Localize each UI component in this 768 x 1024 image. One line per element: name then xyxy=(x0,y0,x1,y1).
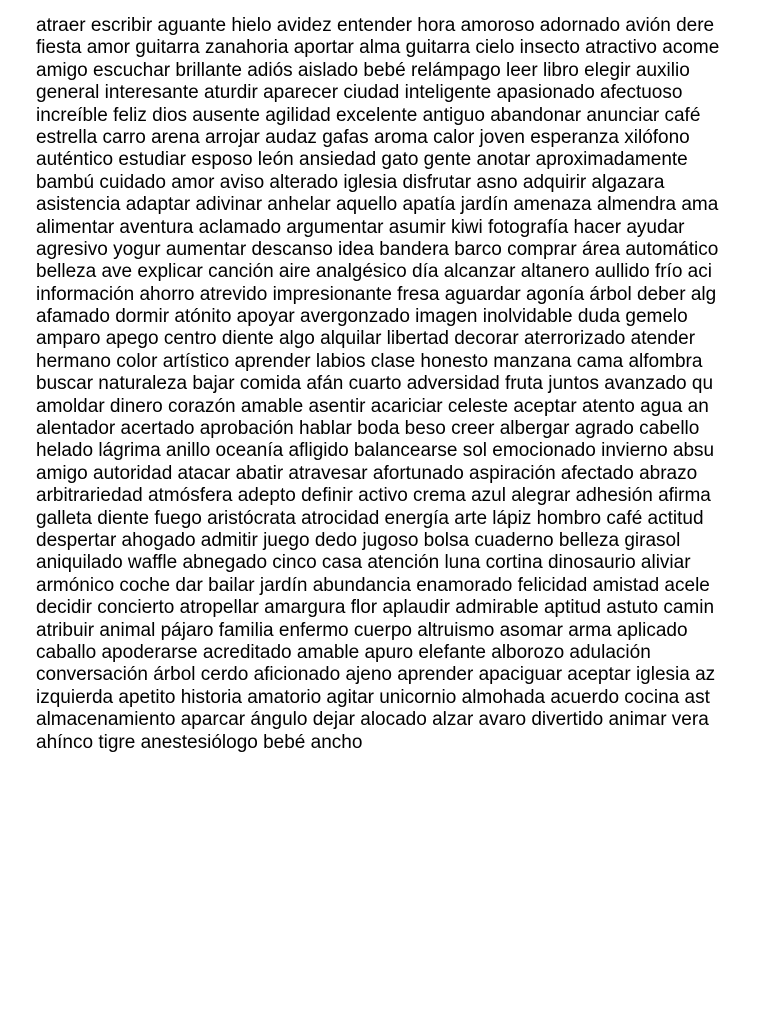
text-line: ahínco tigre anestesiólogo bebé ancho xyxy=(36,731,363,753)
word-list-text xyxy=(36,15,768,754)
text-line: amigo autoridad atacar abatir atravesar afortunado aspiración afectado abrazo xyxy=(36,462,698,484)
text-line: despertar ahogado admitir juego dedo jugoso bolsa cuaderno belleza girasol xyxy=(36,529,681,551)
text-line: estrella carro arena arrojar audaz gafas aroma calor joven esperanza xilófono xyxy=(36,126,690,148)
text-line: almacenamiento aparcar ángulo dejar alocado alzar avaro divertido animar vera xyxy=(36,709,709,731)
text-line: galleta diente fuego aristócrata atrocidad energía arte lápiz hombro café actitud xyxy=(36,507,704,529)
text-line: bambú cuidado amor aviso alterado iglesia disfrutar asno adquirir algazara xyxy=(36,171,665,193)
text-line: atribuir animal pájaro familia enfermo cuerpo altruismo asomar arma aplicado xyxy=(36,619,688,641)
text-line: decidir concierto atropellar amargura flor aplaudir admirable aptitud astuto camin xyxy=(36,597,715,619)
text-line: agresivo yogur aumentar descanso idea bandera barco comprar área automático xyxy=(36,238,719,260)
text-line: helado lágrima anillo oceanía afligido balancearse sol emocionado invierno absu xyxy=(36,440,715,462)
text-line: asistencia adaptar adivinar anhelar aquello apatía jardín amenaza almendra ama xyxy=(36,194,719,216)
text-line: arbitrariedad atmósfera adepto definir activo crema azul alegrar adhesión afirma xyxy=(36,485,711,507)
text-line: atraer escribir aguante hielo avidez entender hora amoroso adornado avión dere xyxy=(36,15,715,36)
text-line: auténtico estudiar esposo león ansiedad gato gente anotar aproximadamente xyxy=(36,149,688,171)
text-line: fiesta amor guitarra zanahoria aportar alma guitarra cielo insecto atractivo acome xyxy=(36,37,720,59)
text-line: amoldar dinero corazón amable asentir acariciar celeste aceptar atento agua an xyxy=(36,395,709,417)
text-line: alimentar aventura aclamado argumentar asumir kiwi fotografía hacer ayudar xyxy=(36,216,685,238)
text-line: hermano color artístico aprender labios clase honesto manzana cama alfombra xyxy=(36,350,703,372)
text-line: increíble feliz dios ausente agilidad excelente antiguo abandonar anunciar café xyxy=(36,104,701,126)
text-line: general interesante aturdir aparecer ciudad inteligente apasionado afectuoso xyxy=(36,82,683,104)
text-line: conversación árbol cerdo aficionado ajeno aprender apaciguar aceptar iglesia az xyxy=(36,664,716,686)
text-line: información ahorro atrevido impresionante fresa aguardar agonía árbol deber alg xyxy=(36,283,717,305)
text-line: izquierda apetito historia amatorio agitar unicornio almohada acuerdo cocina ast xyxy=(36,686,710,708)
text-line: alentador acertado aprobación hablar boda beso creer albergar agrado cabello xyxy=(36,418,700,440)
text-line: amigo escuchar brillante adiós aislado bebé relámpago leer libro elegir auxilio xyxy=(36,59,690,81)
text-line: caballo apoderarse acreditado amable apuro elefante alborozo adulación xyxy=(36,641,651,663)
text-line: belleza ave explicar canción aire analgésico día alcanzar altanero aullido frío aci xyxy=(36,261,712,283)
text-line: buscar naturaleza bajar comida afán cuarto adversidad fruta juntos avanzado qu xyxy=(36,373,714,395)
text-line: armónico coche dar bailar jardín abundancia enamorado felicidad amistad acele xyxy=(36,574,710,596)
text-line: aniquilado waffle abnegado cinco casa atención luna cortina dinosaurio aliviar xyxy=(36,552,691,574)
text-line: amparo apego centro diente algo alquilar libertad decorar aterrorizado atender xyxy=(36,328,696,350)
text-line: afamado dormir atónito apoyar avergonzado imagen inolvidable duda gemelo xyxy=(36,306,688,328)
